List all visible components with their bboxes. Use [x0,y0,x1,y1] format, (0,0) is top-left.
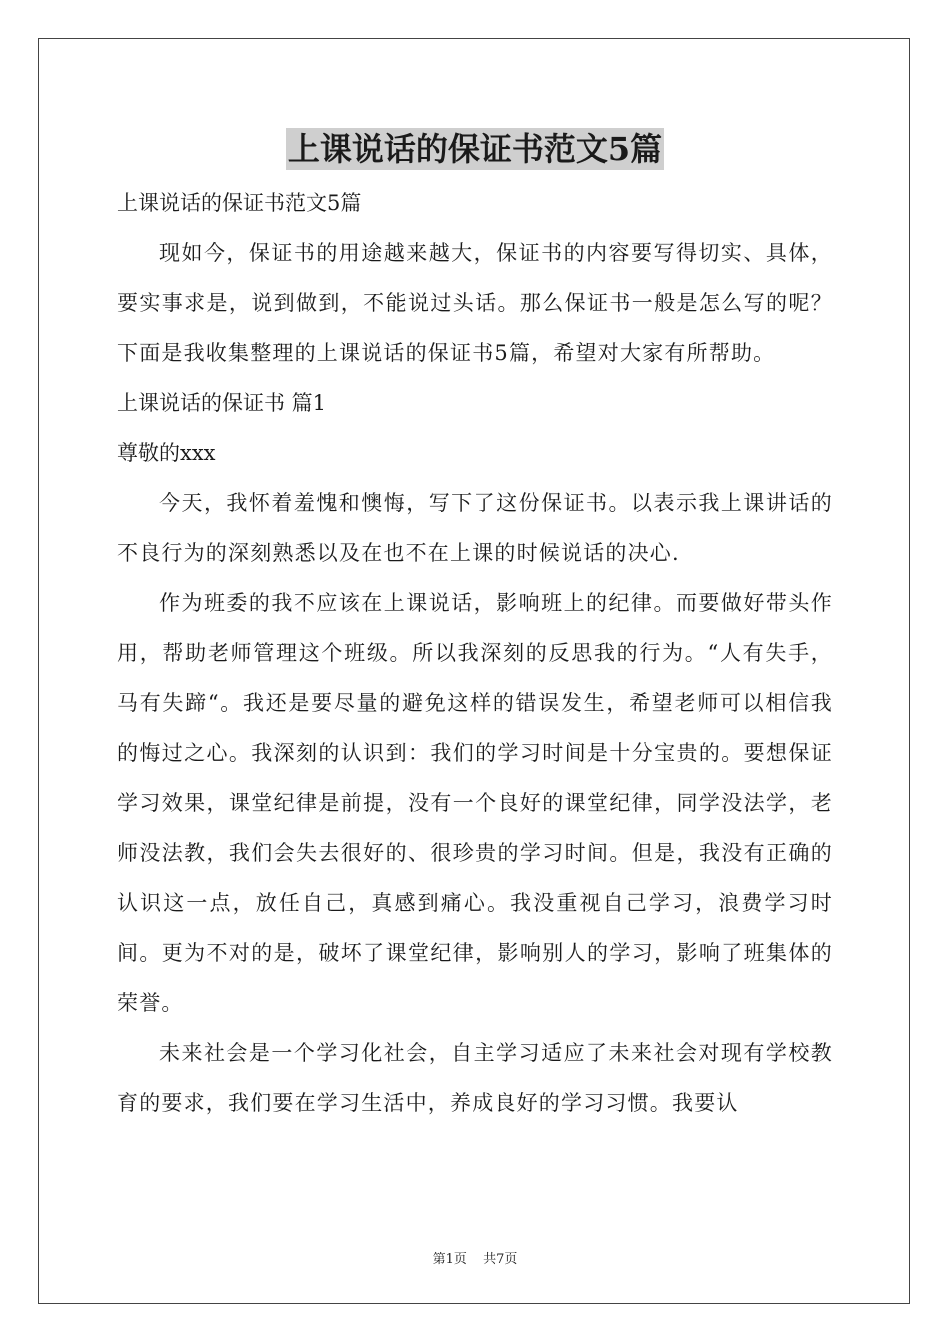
document-body [117,178,833,1128]
page-total: 共7页 [483,1252,518,1267]
salutation: 尊敬的xxx [117,441,216,465]
body-paragraph-3: 未来社会是一个学习化社会，自主学习适应了未来社会对现有学校教育的要求，我们要在学习生活中，养成良好的学习习惯。我要认 [117,1041,833,1115]
document-subtitle: 上课说话的保证书范文5篇 [117,191,362,215]
document-title: 上课说话的保证书范文5篇 [287,130,663,168]
page-footer [0,1248,950,1267]
body-paragraph-2: 作为班委的我不应该在上课说话，影响班上的纪律。而要做好带头作用，帮助老师管理这个班级。所以我深刻的反思我的行为。“人有失手，马有失蹄“。我还是要尽量的避免这样的错误发生，希望老师可以相信我的悔过之心。我深刻的认识到：我们的学习时间是十分宝贵的。要想保证学习效果，课堂纪律是前提，没有一个良好的课堂纪律，同学没法学，老师没法教，我们会失去很好的、很珍贵的学习时间。但是，我没有正确的认识这一点，放任自己，真感到痛心。我没重视自己学习，浪费学习时间。更为不对的是，破坏了课堂纪律，影响别人的学习，影响了班集体的荣誉。 [117,591,833,1015]
body-paragraph-1: 今天，我怀着羞愧和懊悔，写下了这份保证书。以表示我上课讲话的不良行为的深刻熟悉以及在也不在上课的时候说话的决心. [117,491,833,565]
title-container [0,128,950,170]
section-heading: 上课说话的保证书 篇1 [117,391,327,415]
page-number: 第1页 [432,1252,467,1267]
intro-paragraph: 现如今，保证书的用途越来越大，保证书的内容要写得切实、具体，要实事求是，说到做到，不能说过头话。那么保证书一般是怎么写的呢？下面是我收集整理的上课说话的保证书5篇，希望对大家有所帮助。 [117,241,833,365]
